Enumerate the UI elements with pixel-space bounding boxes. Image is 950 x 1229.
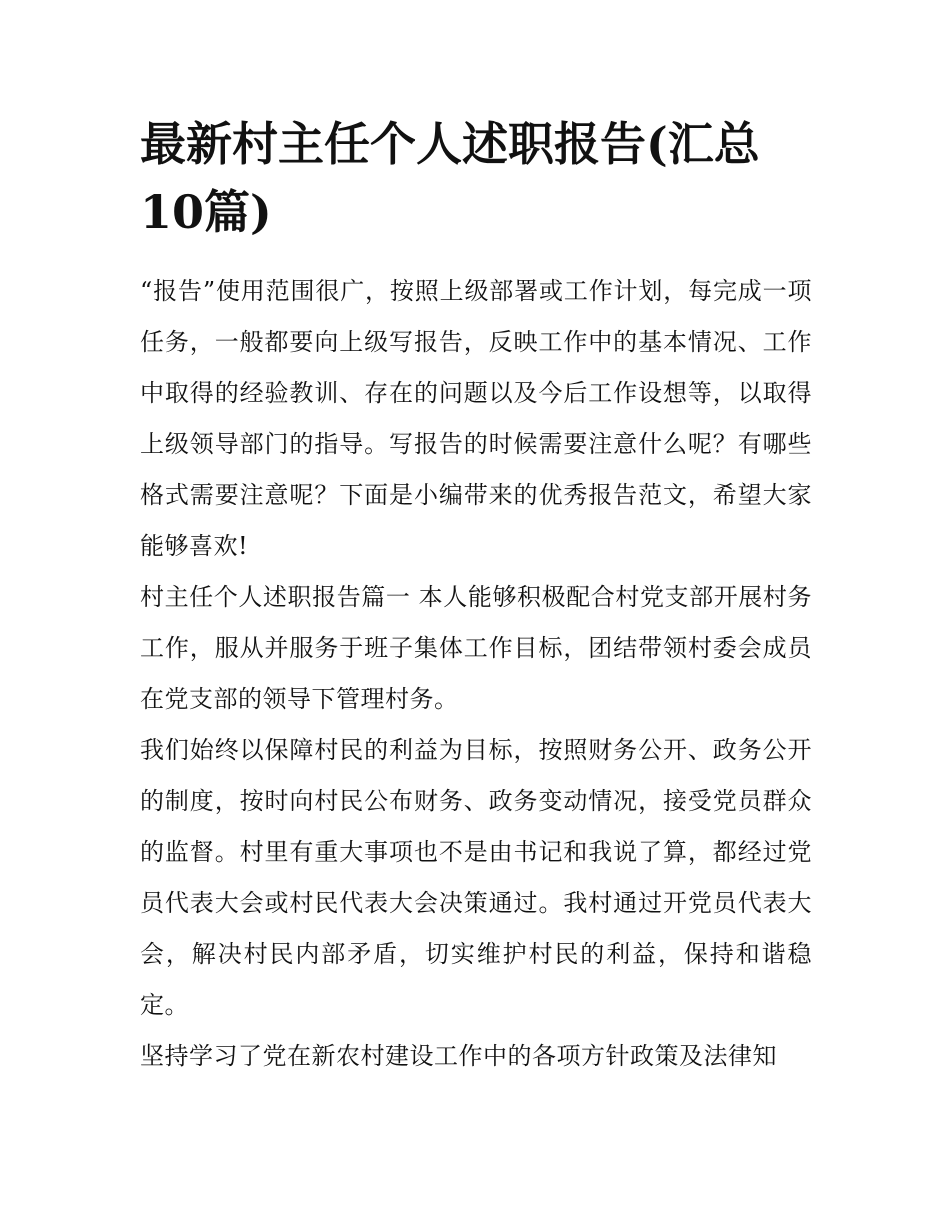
body-paragraph-continued: 坚持学习了党在新农村建设工作中的各项方针政策及法律知 (140, 1042, 777, 1070)
document-body (140, 110, 812, 1082)
section-one-paragraph: 村主任个人述职报告篇一 本人能够积极配合村党支部开展村务工作，服从并服务于班子集体工作目标，团结带领村委会成员在党支部的领导下管理村务。 (140, 583, 812, 713)
intro-paragraph: “报告”使用范围很广，按照上级部署或工作计划，每完成一项任务，一般都要向上级写报告，反映工作中的基本情况、工作中取得的经验教训、存在的问题以及今后工作设想等，以取得上级领导部门的指导。写报告的时候需要注意什么呢？有哪些格式需要注意呢？下面是小编带来的优秀报告范文，希望大家能够喜欢! (140, 277, 812, 560)
document-title: 最新村主任个人述职报告(汇总10篇) (140, 117, 760, 239)
body-paragraph: 我们始终以保障村民的利益为目标，按照财务公开、政务公开的制度，按时向村民公布财务、政务变动情况，接受党员群众的监督。村里有重大事项也不是由书记和我说了算，都经过党员代表大会或村民代表大会决策通过。我村通过开党员代表大会，解决村民内部矛盾，切实维护村民的利益，保持和谐稳定。 (140, 736, 812, 1019)
